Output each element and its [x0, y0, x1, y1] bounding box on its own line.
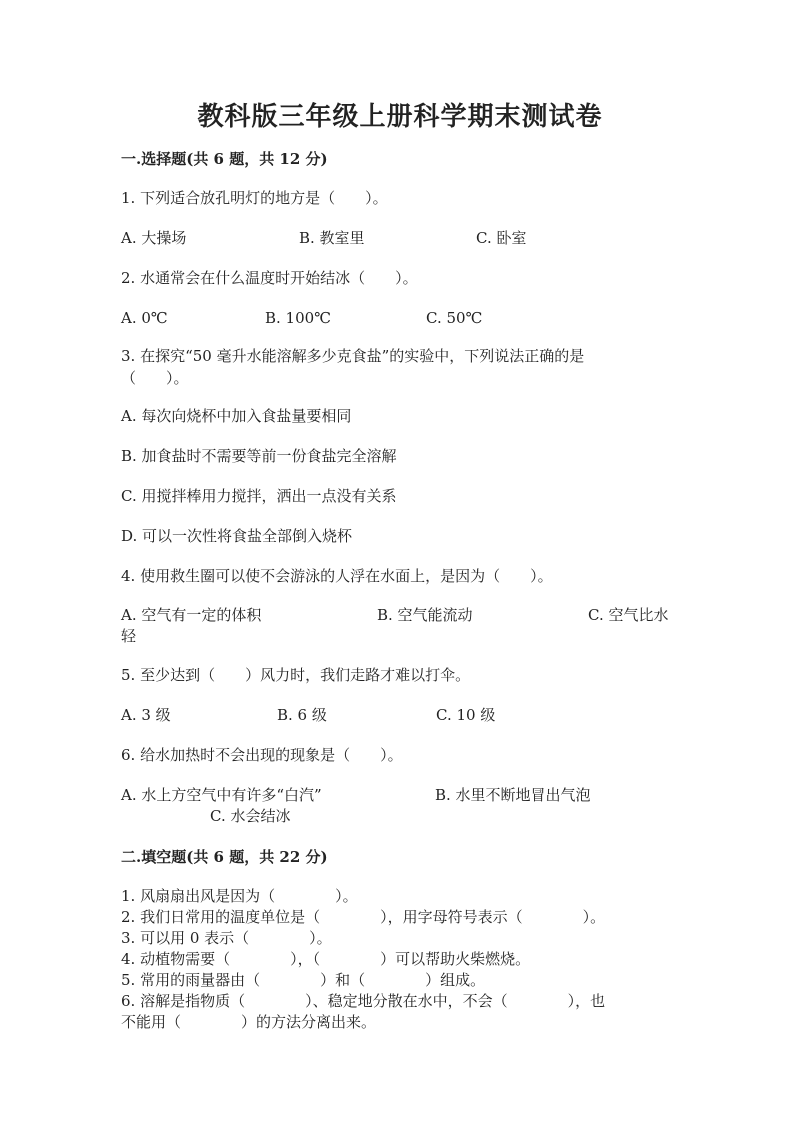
option-c[interactable]: C. 卧室	[476, 229, 527, 247]
question-6-stem: 6. 给水加热时不会出现的现象是（ ）。	[121, 746, 403, 764]
option-b[interactable]: B. 水里不断地冒出气泡	[435, 786, 591, 804]
option-b[interactable]: B. 空气能流动	[377, 606, 473, 624]
question-3-option-a[interactable]: A. 每次向烧杯中加入食盐量要相同	[121, 407, 352, 425]
question-4-options	[121, 605, 681, 625]
fill-question-2: 2. 我们日常用的温度单位是（ ），用字母符号表示（ ）。	[121, 908, 606, 926]
question-3-option-c[interactable]: C. 用搅拌棒用力搅拌，洒出一点没有关系	[121, 487, 397, 505]
option-b[interactable]: B. 教室里	[299, 229, 365, 247]
question-1-stem: 1. 下列适合放孔明灯的地方是（ ）。	[121, 189, 388, 207]
option-a[interactable]: A. 3 级	[121, 706, 171, 724]
option-c[interactable]: C. 空气比水	[588, 606, 669, 624]
option-a[interactable]: A. 0℃	[121, 309, 168, 327]
question-5-options	[121, 705, 681, 725]
fill-question-4: 4. 动植物需要（ ），（ ）可以帮助火柴燃烧。	[121, 950, 531, 968]
option-b[interactable]: B. 100℃	[265, 309, 331, 327]
section-heading-fill: 二.填空题(共 6 题，共 22 分)	[121, 848, 328, 866]
question-4-stem: 4. 使用救生圈可以使不会游泳的人浮在水面上，是因为（ ）。	[121, 567, 553, 585]
question-3-stem-line2: （ ）。	[121, 369, 189, 387]
section-heading-choice: 一.选择题(共 6 题，共 12 分)	[121, 150, 328, 168]
option-a[interactable]: A. 水上方空气中有许多“白汽”	[121, 786, 322, 804]
option-c[interactable]: C. 50℃	[426, 309, 483, 327]
fill-question-6: 6. 溶解是指物质（ ）、稳定地分散在水中，不会（ ），也	[121, 992, 606, 1010]
question-3-option-b[interactable]: B. 加食盐时不需要等前一份食盐完全溶解	[121, 447, 397, 465]
option-b[interactable]: B. 6 级	[277, 706, 327, 724]
fill-question-1: 1. 风扇扇出风是因为（ ）。	[121, 887, 358, 905]
question-5-stem: 5. 至少达到（ ）风力时，我们走路才难以打伞。	[121, 666, 471, 684]
question-3-stem-line1: 3. 在探究“50 毫升水能溶解多少克食盐”的实验中，下列说法正确的是	[121, 347, 585, 365]
question-2-stem: 2. 水通常会在什么温度时开始结冰（ ）。	[121, 269, 418, 287]
question-6-options-row2	[121, 806, 681, 826]
question-1-options	[121, 228, 681, 248]
page-title: 教科版三年级上册科学期末测试卷	[197, 102, 603, 132]
question-4-option-c-wrap: 轻	[121, 627, 137, 645]
fill-question-5: 5. 常用的雨量器由（ ）和（ ）组成。	[121, 971, 486, 989]
option-a[interactable]: A. 空气有一定的体积	[121, 606, 262, 624]
option-c[interactable]: C. 10 级	[436, 706, 496, 724]
option-c[interactable]: C. 水会结冰	[210, 807, 291, 825]
fill-question-3: 3. 可以用 0 表示（ ）。	[121, 929, 332, 947]
fill-question-6-line2: 不能用（ ）的方法分离出来。	[121, 1013, 377, 1031]
option-a[interactable]: A. 大操场	[121, 229, 187, 247]
question-3-option-d[interactable]: D. 可以一次性将食盐全部倒入烧杯	[121, 527, 353, 545]
question-6-options	[121, 785, 681, 805]
question-2-options	[121, 308, 681, 328]
